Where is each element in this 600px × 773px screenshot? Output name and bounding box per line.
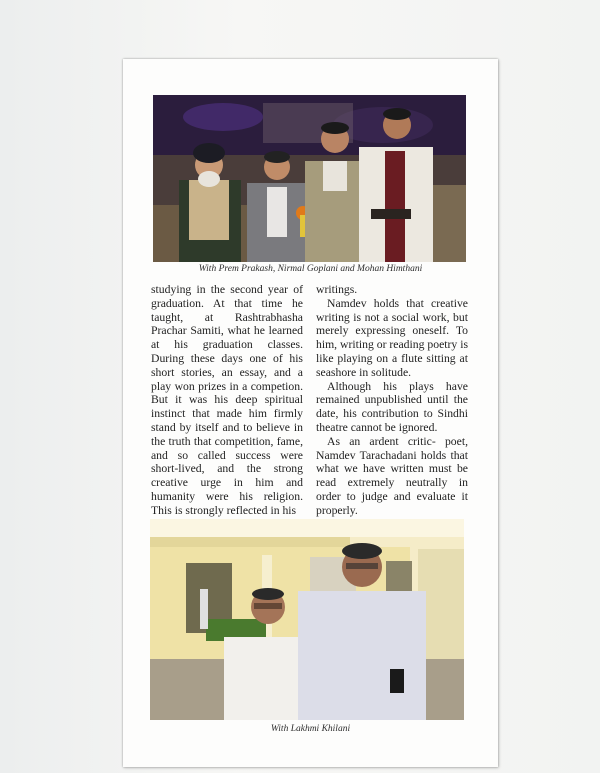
group-photo-four-men bbox=[153, 95, 466, 262]
two-men-photo-illustration bbox=[150, 519, 464, 720]
group-photo-illustration bbox=[153, 95, 466, 262]
text-column-right bbox=[316, 283, 468, 518]
document-page bbox=[123, 59, 498, 767]
paragraph: writings. bbox=[316, 283, 358, 296]
paragraph: Although his plays have remained unpublished until the date, his contribution to Sindhi theatre cannot be ignored. bbox=[316, 379, 468, 434]
paragraph: Namdev holds that creative writing is not a social work, but merely expressing oneself. To him, writing or reading poetry is like playing on a flute sitting at seashore in solitude. bbox=[316, 296, 468, 379]
photo-caption: With Prem Prakash, Nirmal Goplani and Mohan Himthani bbox=[198, 264, 423, 274]
text-column-left bbox=[151, 283, 303, 518]
photo-two-men bbox=[150, 519, 464, 720]
paragraph: As an ardent critic- poet, Namdev Tarachadani holds that what we have written must be read extremely neutrally in order to judge and evaluate it properly. bbox=[316, 434, 468, 517]
paragraph: studying in the second year of graduation. At that time he taught, at Rashtrabhasha Prachar Samiti, what he learned at his graduation classes. During these days one of his short stories, an essay, and a play won prizes in a competion. But it was his deep spiritual instinct that made him firmly stand by itself and to believe in the truth that competition, fame, and so called success were short-lived, and the strong creative urge in him and humanity were his religion. This is strongly reflected in his bbox=[151, 283, 303, 517]
photo-caption: With Lakhmi Khilani bbox=[270, 724, 351, 734]
